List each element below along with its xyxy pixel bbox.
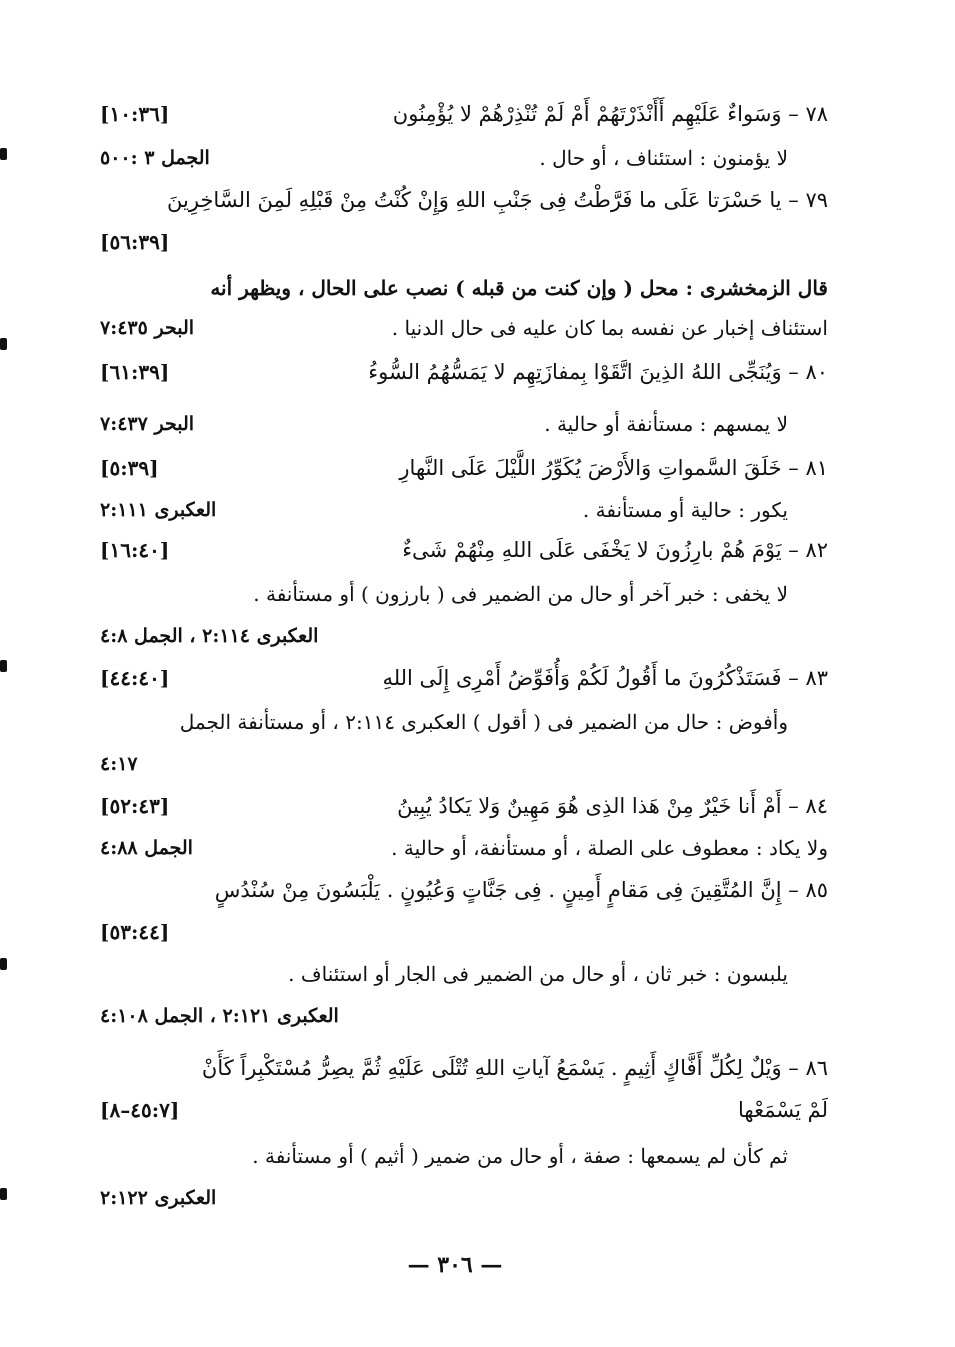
text-line-6 — [100, 306, 828, 350]
verse-reference: [١٠:٣٦] — [100, 102, 170, 126]
text-line-26 — [100, 1176, 828, 1220]
source-citation: العكبرى ٢:١٢٢ — [100, 1187, 217, 1209]
verse-86-continued: لَمْ يَسْمَعْها — [738, 1098, 828, 1122]
verse-86: ٨٦ – وَيْلٌ لِكُلِّ أَفَّاكٍ أَثِيمٍ . يَسْمَعُ آياتِ اللهِ تُتْلَى عَلَيْهِ ثُمَّ يصِرُّ مُسْتَكْبِراً كَأَنْ — [201, 1056, 828, 1080]
text-line-16 — [100, 742, 828, 786]
text-line-21 — [100, 952, 828, 996]
text-line-19 — [100, 868, 828, 912]
source-citation: العكبرى ٢:١٢١ ، الجمل ٤:١٠٨ — [100, 1005, 339, 1027]
text-line-4 — [100, 220, 828, 264]
commentary-text: استئناف إخبار عن نفسه بما كان عليه فى حال الدنيا . — [391, 316, 828, 340]
source-citation: العكبرى ٢:١١١ — [100, 499, 217, 521]
verse-82: ٨٢ – يَوْمَ هُمْ بارِزُونَ لا يَخْفَى عَلَى اللهِ مِنْهُمْ شَىءٌ — [402, 538, 828, 562]
verse-reference: [٤٥:٧–٨] — [100, 1098, 180, 1122]
text-line-2 — [100, 136, 828, 180]
text-line-5 — [100, 266, 828, 310]
text-line-23 — [100, 1046, 828, 1090]
source-citation: البحر ٧:٤٣٧ — [100, 413, 195, 435]
text-line-14 — [100, 656, 828, 700]
text-line-18 — [100, 826, 828, 870]
verse-80: ٨٠ – وَيُنَجِّى اللهُ الذِينَ اتَّقَوْا بِمفازَتِهِم لا يَمَسُّهُمُ السُّوءُ — [368, 360, 828, 384]
text-line-1 — [100, 92, 828, 136]
commentary-text: يكور : حالية أو مستأنفة . — [582, 498, 788, 522]
text-line-10 — [100, 488, 828, 532]
verse-79: ٧٩ – يا حَسْرَتا عَلَى ما فَرَّطْتُ فِى جَنْبِ اللهِ وَإِنْ كُنْتُ مِنْ قَبْلِهِ لَمِنَ السَّاخِرِينَ — [167, 188, 828, 212]
commentary-text: ولا يكاد : معطوف على الصلة ، أو مستأنفة، أو حالية . — [391, 836, 828, 860]
verse-78: ٧٨ – وَسَواءٌ عَلَيْهِم أَأَنْذَرْتَهُمْ أَمْ لَمْ تُنْذِرْهُمْ لا يُؤْمِنُون — [392, 102, 828, 126]
text-line-17 — [100, 784, 828, 828]
verse-reference: [٦١:٣٩] — [100, 360, 170, 384]
verse-reference: [٥٦:٣٩] — [100, 230, 170, 254]
verse-85: ٨٥ – إِنَّ المُتَّقِينَ فِى مَقامٍ أَمِينٍ . فِى جَنَّاتٍ وَعُيُونٍ . يَلْبَسُونَ مِنْ سُنْدُسٍ — [214, 878, 828, 902]
source-citation: الجمل ٣ :٥٠٠ — [100, 147, 210, 169]
text-line-22 — [100, 994, 828, 1038]
source-citation: البحر ٧:٤٣٥ — [100, 317, 195, 339]
binding-hole-mark — [0, 1188, 7, 1200]
text-line-7 — [100, 350, 828, 394]
verse-reference: [٥:٣٩] — [100, 456, 159, 480]
binding-hole-mark — [0, 660, 7, 672]
commentary-text: قال الزمخشرى : محل ( وإن كنت من قبله ) نصب على الحال ، ويظهر أنه — [210, 276, 828, 300]
verse-reference: [١٦:٤٠] — [100, 538, 170, 562]
binding-hole-mark — [0, 958, 7, 970]
page-number: — ٣٠٦ — — [407, 1252, 503, 1278]
commentary-text: وأفوض : حال من الضمير فى ( أقول ) العكبرى ٢:١١٤ ، أو مستأنفة الجمل — [179, 710, 788, 734]
commentary-text: يلبسون : خبر ثان ، أو حال من الضمير فى الجار أو استئناف . — [288, 962, 788, 986]
commentary-text: ثم كأن لم يسمعها : صفة ، أو حال من ضمير ( أثيم ) أو مستأنفة . — [252, 1144, 788, 1168]
commentary-text: لا يخفى : خبر آخر أو حال من الضمير فى ( بارزون ) أو مستأنفة . — [253, 582, 788, 606]
verse-84: ٨٤ – أَمْ أَنا خَيْرٌ مِنْ هَذا الذِى هُوَ مَهِينٌ وَلا يَكادُ يُبِينُ — [397, 794, 828, 818]
verse-reference: [٤٤:٤٠] — [100, 666, 170, 690]
text-line-24 — [100, 1088, 828, 1132]
text-line-11 — [100, 528, 828, 572]
text-line-3 — [100, 178, 828, 222]
text-line-20 — [100, 910, 828, 954]
commentary-text: لا يمسهم : مستأنفة أو حالية . — [544, 412, 788, 436]
source-citation: ٤:١٧ — [100, 753, 138, 775]
verse-81: ٨١ – خَلَقَ السَّمواتِ وَالأَرْضَ يُكَوِّرُ اللَّيْلَ عَلَى النَّهارِ — [399, 456, 828, 480]
binding-hole-mark — [0, 148, 7, 160]
text-line-12 — [100, 572, 828, 616]
verse-reference: [٥٣:٤٤] — [100, 920, 170, 944]
source-citation: الجمل ٤:٨٨ — [100, 837, 193, 859]
text-line-8 — [100, 402, 828, 446]
text-line-25 — [100, 1134, 828, 1178]
text-line-15 — [100, 700, 828, 744]
binding-hole-mark — [0, 338, 7, 350]
text-line-9 — [100, 446, 828, 490]
text-line-13 — [100, 614, 828, 658]
source-citation: العكبرى ٢:١١٤ ، الجمل ٤:٨ — [100, 625, 319, 647]
verse-83: ٨٣ – فَسَتَذْكُرُونَ ما أَقُولُ لَكُمْ وَأُفَوِّضُ أَمْرِى إِلَى اللهِ — [382, 666, 828, 690]
verse-reference: [٥٢:٤٣] — [100, 794, 170, 818]
commentary-text: لا يؤمنون : استئناف ، أو حال . — [539, 146, 788, 170]
